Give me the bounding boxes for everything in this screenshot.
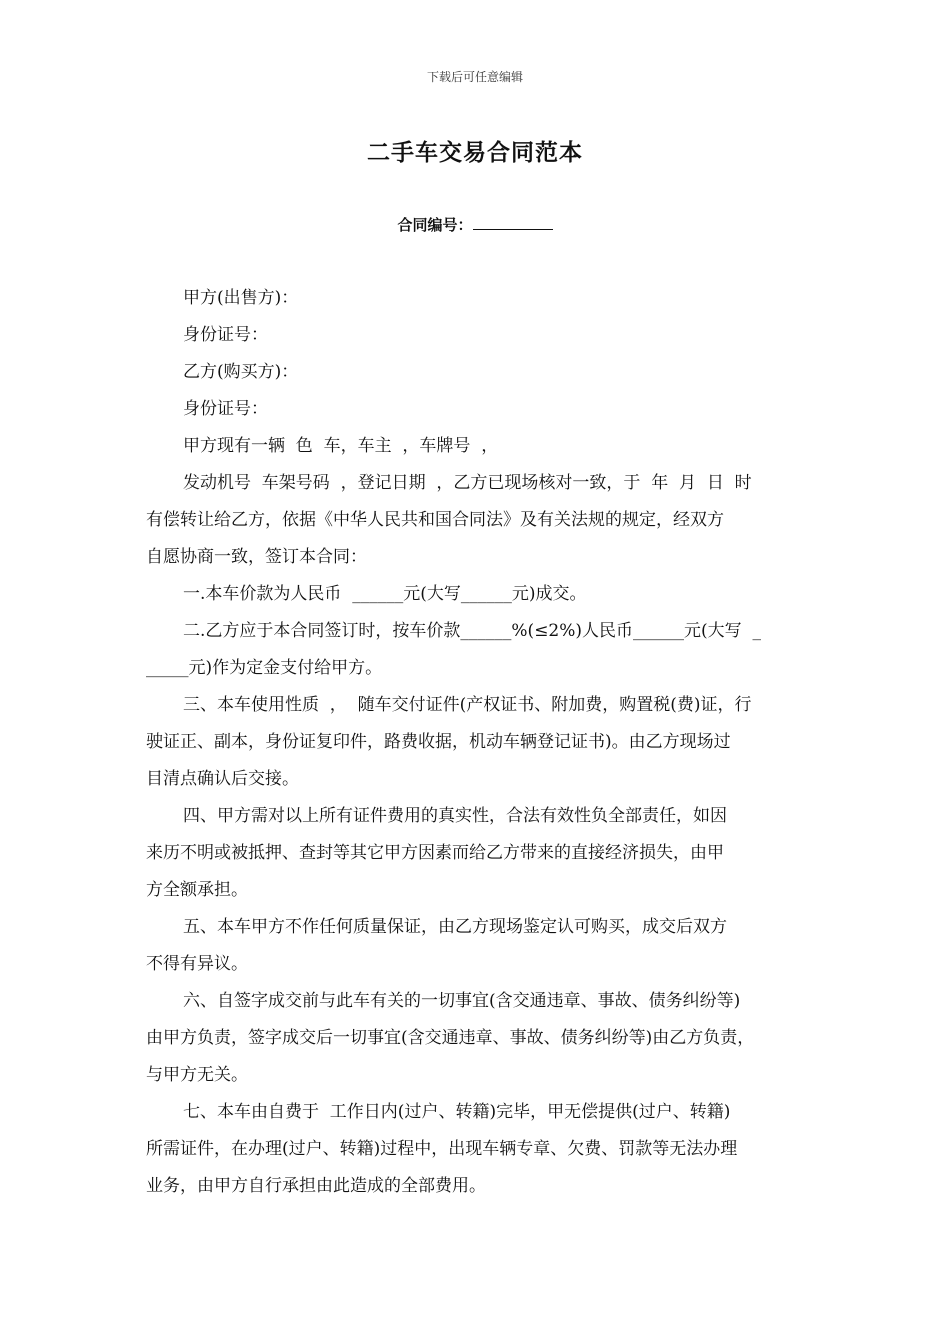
clause-line: _____元)作为定金支付给甲方。 [146, 658, 383, 678]
clause-paragraph [146, 613, 810, 687]
contract-number-label: 合同编号： [397, 216, 473, 234]
clause-line: 二.乙方应于本合同签订时，按车价款______%(≤2%)人民币______元(大写 _ [183, 621, 761, 641]
clause-line: 目清点确认后交接。 [146, 769, 299, 789]
clause-line: 自愿协商一致，签订本合同： [146, 547, 367, 567]
clause-paragraph [146, 687, 810, 798]
header-note: 下载后可任意编辑 [426, 70, 523, 84]
clause-line: 方全额承担。 [146, 880, 248, 900]
clause-line: 与甲方无关。 [146, 1065, 248, 1085]
clause-paragraph [146, 1094, 810, 1205]
contract-number-blank [473, 215, 553, 230]
seller-id-line: 身份证号： [183, 325, 268, 345]
contract-number [0, 214, 950, 235]
clause-paragraph [146, 502, 810, 576]
buyer-line: 乙方(购买方)： [183, 362, 299, 382]
seller-line: 甲方(出售方)： [183, 288, 299, 308]
clause-paragraph [146, 983, 810, 1094]
document-title: 二手车交易合同范本 [367, 140, 583, 166]
clause-line: 由甲方负责，签字成交后一切事宜(含交通违章、事故、债务纠纷等)由乙方负责， [146, 1028, 755, 1048]
clause-line: 所需证件，在办理(过户、转籍)过程中，出现车辆专章、欠费、罚款等无法办理 [146, 1139, 738, 1159]
clause-line: 一.本车价款为人民币 ______元(大写______元)成交。 [183, 584, 587, 604]
vehicle-line: 发动机号 车架号码 ，登记日期 ，乙方已现场核对一致，于 年 月 日 时 [183, 473, 752, 493]
contract-body [146, 280, 810, 1205]
clause-line: 七、本车由自费于 工作日内(过户、转籍)完毕，甲无偿提供(过户、转籍) [183, 1102, 731, 1122]
clauses [146, 502, 810, 1205]
clause-line: 四、甲方需对以上所有证件费用的真实性，合法有效性负全部责任，如因 [183, 806, 727, 826]
clause-line: 六、自签字成交前与此车有关的一切事宜(含交通违章、事故、债务纠纷等) [183, 991, 741, 1011]
clause-line: 不得有异议。 [146, 954, 248, 974]
buyer-id-line: 身份证号： [183, 399, 268, 419]
clause-paragraph [146, 576, 810, 613]
clause-line: 有偿转让给乙方，依据《中华人民共和国合同法》及有关法规的规定，经双方 [146, 510, 724, 530]
clause-paragraph [146, 909, 810, 983]
clause-paragraph [146, 798, 810, 909]
clause-line: 业务，由甲方自行承担由此造成的全部费用。 [146, 1176, 486, 1196]
clause-line: 驶证正、副本，身份证复印件，路费收据，机动车辆登记证书)。由乙方现场过 [146, 732, 731, 752]
clause-line: 来历不明或被抵押、查封等其它甲方因素而给乙方带来的直接经济损失，由甲 [146, 843, 724, 863]
vehicle-line: 甲方现有一辆 色 车，车主 ，车牌号 ， [183, 436, 499, 456]
clause-line: 三、本车使用性质 ， 随车交付证件(产权证书、附加费，购置税(费)证，行 [183, 695, 752, 715]
clause-line: 五、本车甲方不作任何质量保证，由乙方现场鉴定认可购买，成交后双方 [183, 917, 727, 937]
